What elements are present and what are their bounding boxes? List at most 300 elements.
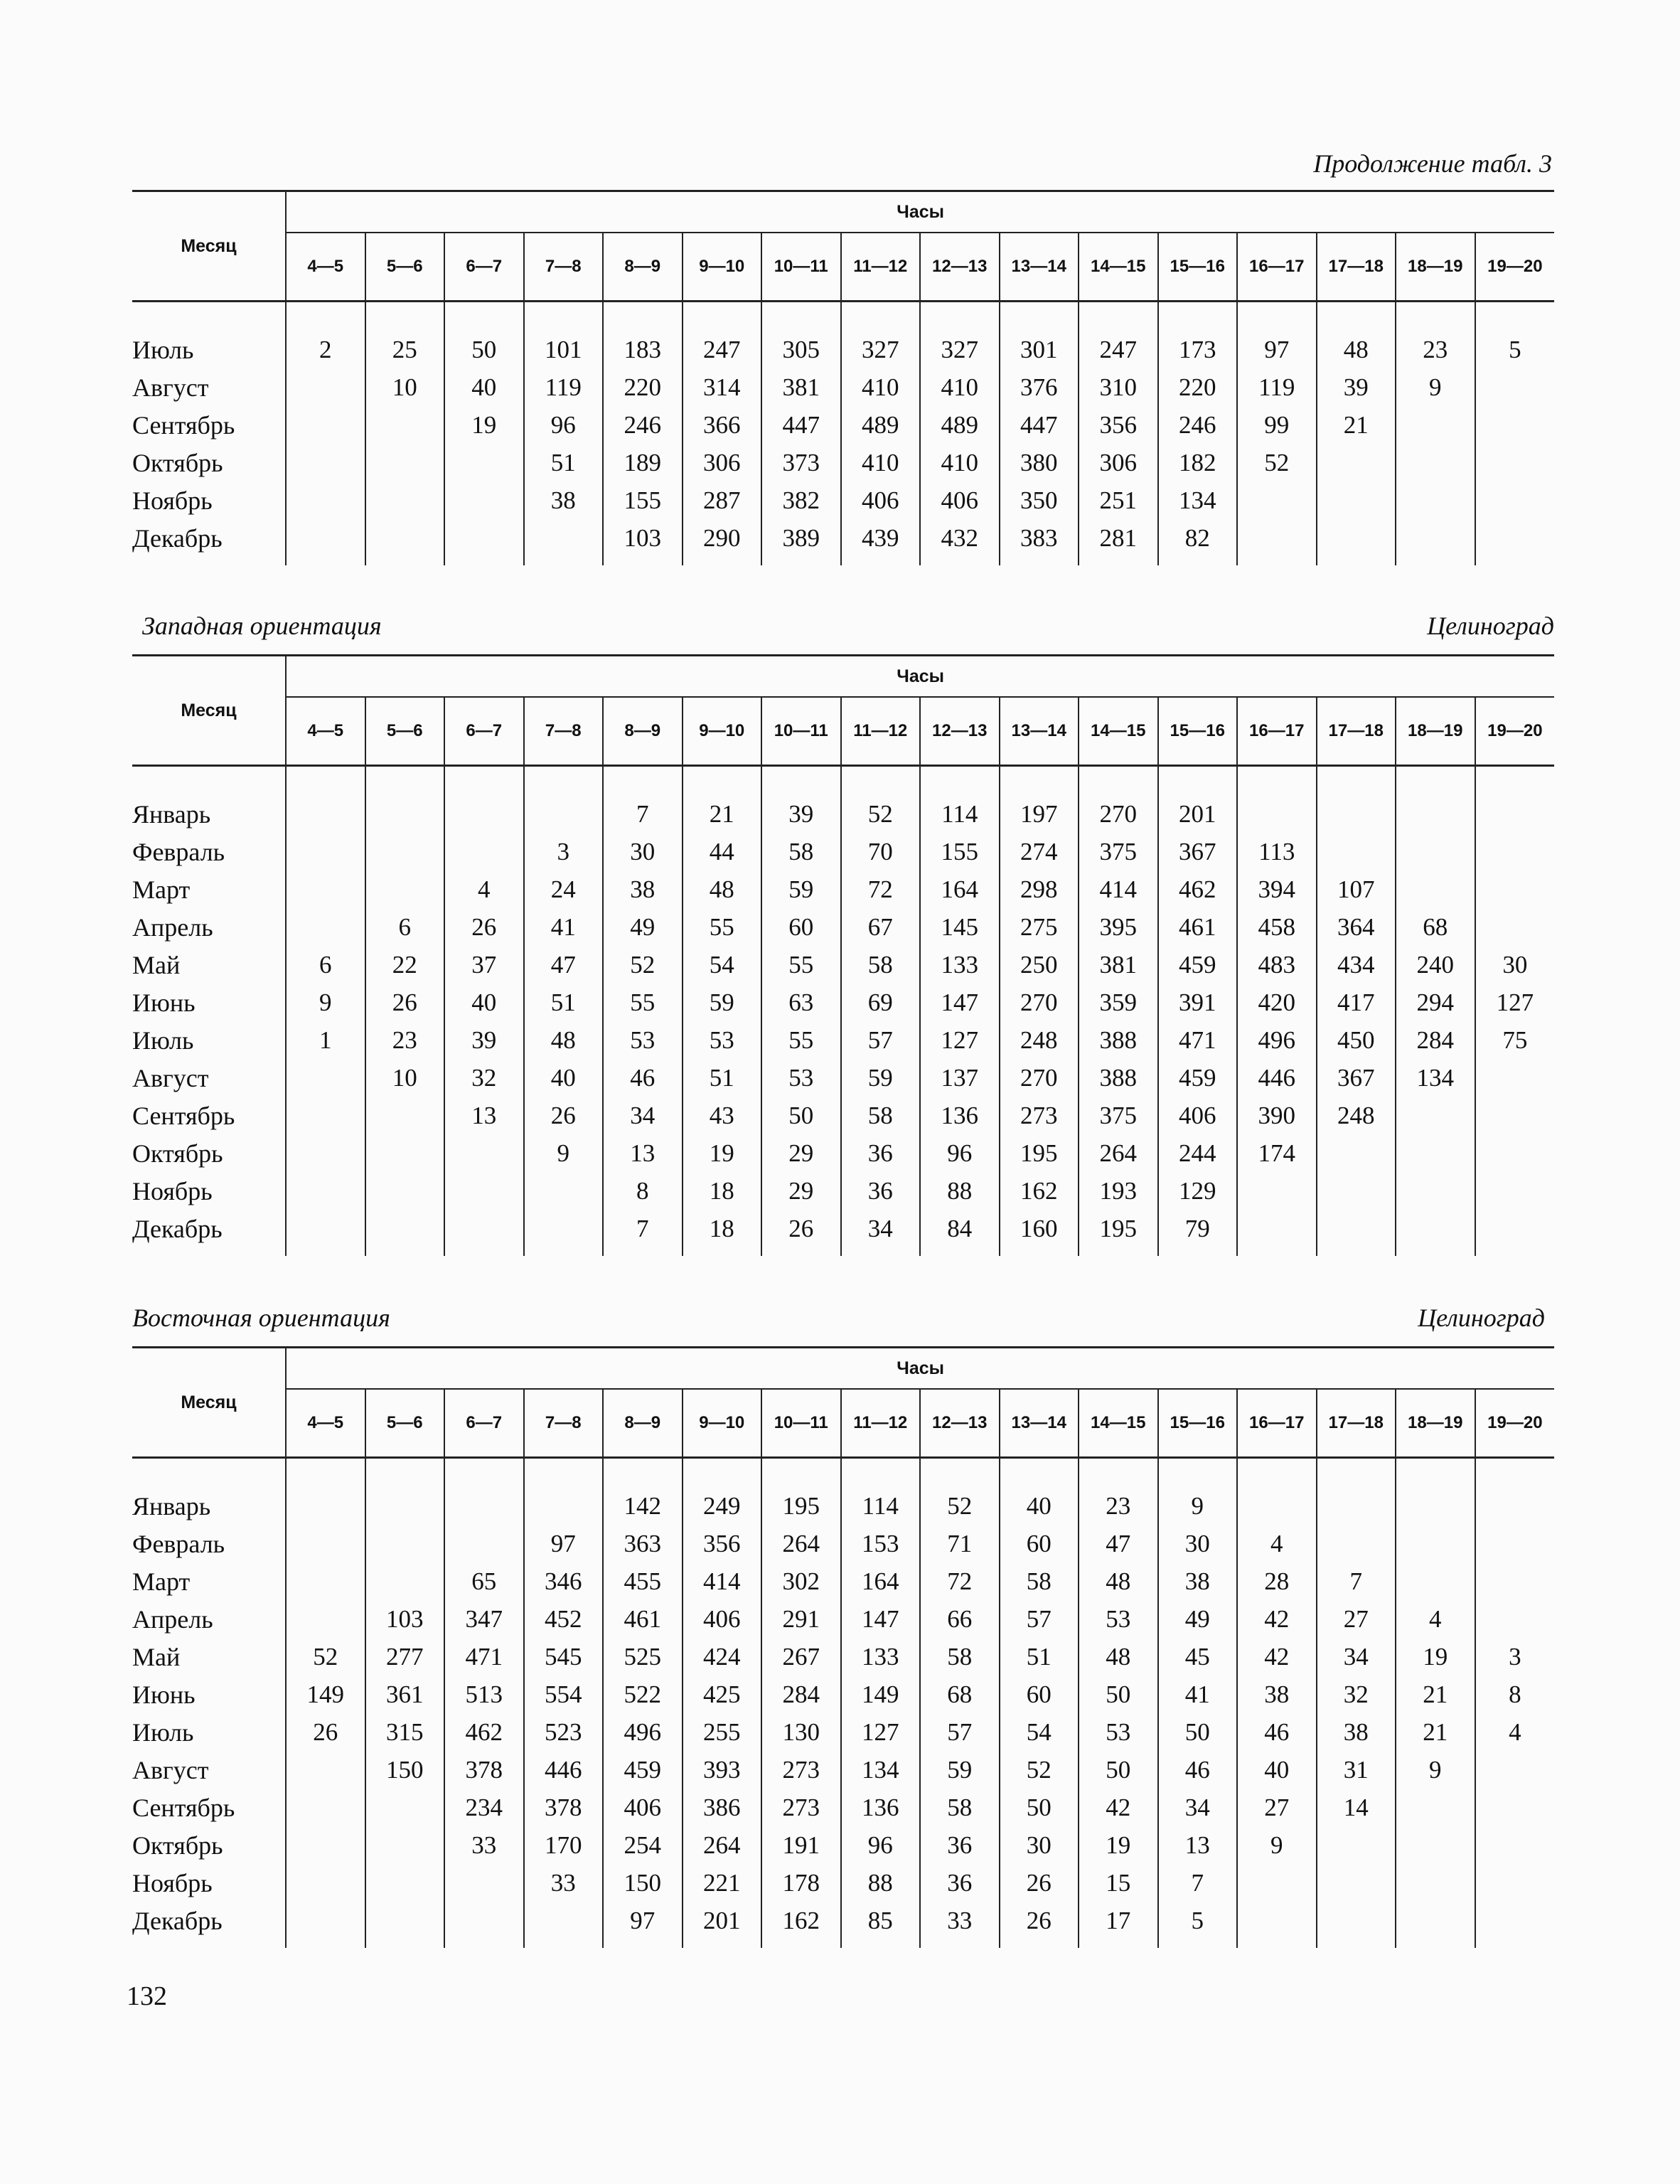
hour-column-header: 4—5 bbox=[286, 697, 365, 766]
hour-column-header: 13—14 bbox=[1000, 1389, 1079, 1458]
table-cell: 447 bbox=[1000, 406, 1079, 444]
table-cell: 496 bbox=[1237, 1021, 1317, 1059]
hours-header: Часы bbox=[286, 191, 1554, 233]
table-cell: 366 bbox=[683, 406, 762, 444]
table-cell: 406 bbox=[841, 481, 921, 519]
table-cell: 9 bbox=[524, 1134, 604, 1172]
table-cell: 195 bbox=[761, 1487, 841, 1525]
month-name: Август bbox=[132, 368, 286, 406]
table-cell: 53 bbox=[683, 1021, 762, 1059]
hours-header: Часы bbox=[286, 656, 1554, 698]
table-cell: 57 bbox=[920, 1713, 1000, 1751]
hour-column-header: 9—10 bbox=[683, 1389, 762, 1458]
table-cell bbox=[1475, 1134, 1555, 1172]
table-cell: 27 bbox=[1317, 1600, 1396, 1638]
table-cell: 394 bbox=[1237, 870, 1317, 908]
table-cell: 21 bbox=[1396, 1713, 1475, 1751]
table-cell: 46 bbox=[1158, 1751, 1238, 1789]
hour-column-header: 18—19 bbox=[1396, 697, 1475, 766]
table-cell: 367 bbox=[1158, 833, 1238, 870]
hour-column-header: 7—8 bbox=[524, 1389, 604, 1458]
hour-column-header: 5—6 bbox=[365, 697, 445, 766]
hour-column-header: 4—5 bbox=[286, 233, 365, 302]
month-name: Февраль bbox=[132, 833, 286, 870]
table-cell: 327 bbox=[920, 331, 1000, 368]
table-cell: 48 bbox=[1317, 331, 1396, 368]
hour-column-header: 11—12 bbox=[841, 233, 921, 302]
table-cell: 525 bbox=[603, 1638, 683, 1676]
table-cell: 13 bbox=[444, 1097, 524, 1134]
table-cell: 19 bbox=[1079, 1826, 1158, 1864]
table-cell bbox=[444, 1864, 524, 1902]
table-cell: 113 bbox=[1237, 833, 1317, 870]
table-cell: 69 bbox=[841, 984, 921, 1021]
table-cell: 367 bbox=[1317, 1059, 1396, 1097]
table-cell: 34 bbox=[841, 1210, 921, 1256]
table-cell: 545 bbox=[524, 1638, 604, 1676]
table-cell: 59 bbox=[920, 1751, 1000, 1789]
table-cell bbox=[286, 1210, 365, 1256]
table-cell: 306 bbox=[1079, 444, 1158, 481]
table-cell: 68 bbox=[920, 1676, 1000, 1713]
table-cell: 52 bbox=[841, 795, 921, 833]
table-cell: 58 bbox=[841, 1097, 921, 1134]
table-cell: 1 bbox=[286, 1021, 365, 1059]
table-cell bbox=[1475, 1826, 1555, 1864]
table-cell: 170 bbox=[524, 1826, 604, 1864]
table-cell: 459 bbox=[603, 1751, 683, 1789]
table-cell bbox=[1317, 444, 1396, 481]
table-cell: 270 bbox=[1079, 795, 1158, 833]
table-cell bbox=[1475, 1097, 1555, 1134]
table-cell: 26 bbox=[1000, 1902, 1079, 1948]
table-cell: 40 bbox=[444, 368, 524, 406]
table-cell: 4 bbox=[1237, 1525, 1317, 1562]
hour-column-header: 6—7 bbox=[444, 233, 524, 302]
table-cell: 410 bbox=[841, 444, 921, 481]
table-cell: 46 bbox=[1237, 1713, 1317, 1751]
month-name: Январь bbox=[132, 795, 286, 833]
table-cell: 248 bbox=[1317, 1097, 1396, 1134]
table-cell bbox=[444, 795, 524, 833]
month-name: Декабрь bbox=[132, 1210, 286, 1256]
table-row bbox=[132, 1562, 1554, 1600]
table-cell: 249 bbox=[683, 1487, 762, 1525]
table-cell bbox=[286, 1902, 365, 1948]
table-cell bbox=[444, 1902, 524, 1948]
hour-column-header: 15—16 bbox=[1158, 697, 1238, 766]
table-cell: 60 bbox=[1000, 1676, 1079, 1713]
table-cell bbox=[1475, 406, 1555, 444]
table-cell: 51 bbox=[524, 984, 604, 1021]
table-cell bbox=[286, 1751, 365, 1789]
month-name: Декабрь bbox=[132, 519, 286, 565]
hour-column-header: 8—9 bbox=[603, 1389, 683, 1458]
month-name: Сентябрь bbox=[132, 1097, 286, 1134]
table-cell: 439 bbox=[841, 519, 921, 565]
hour-column-header: 6—7 bbox=[444, 697, 524, 766]
table-cell: 147 bbox=[841, 1600, 921, 1638]
table-cell bbox=[1475, 1600, 1555, 1638]
table-cell: 9 bbox=[1237, 1826, 1317, 1864]
table-cell: 48 bbox=[1079, 1562, 1158, 1600]
table-row bbox=[132, 795, 1554, 833]
table-cell: 47 bbox=[1079, 1525, 1158, 1562]
hour-column-header: 13—14 bbox=[1000, 233, 1079, 302]
section-title-east: Восточная ориентация bbox=[132, 1304, 390, 1332]
table-cell: 79 bbox=[1158, 1210, 1238, 1256]
table-cell bbox=[1396, 1134, 1475, 1172]
table-cell: 290 bbox=[683, 519, 762, 565]
table-cell: 32 bbox=[444, 1059, 524, 1097]
table-cell: 136 bbox=[920, 1097, 1000, 1134]
hour-column-header: 4—5 bbox=[286, 1389, 365, 1458]
table-cell: 57 bbox=[841, 1021, 921, 1059]
page-number: 132 bbox=[127, 1981, 167, 2011]
table-cell: 406 bbox=[1158, 1097, 1238, 1134]
table-cell: 133 bbox=[841, 1638, 921, 1676]
table-row bbox=[132, 1172, 1554, 1210]
table-cell bbox=[1396, 1487, 1475, 1525]
table-cell: 247 bbox=[1079, 331, 1158, 368]
table-cell: 145 bbox=[920, 908, 1000, 946]
table-cell: 130 bbox=[761, 1713, 841, 1751]
table-cell: 46 bbox=[603, 1059, 683, 1097]
month-name: Ноябрь bbox=[132, 1172, 286, 1210]
table-cell bbox=[524, 1902, 604, 1948]
table-cell: 39 bbox=[761, 795, 841, 833]
table-cell: 134 bbox=[1158, 481, 1238, 519]
table-cell bbox=[1396, 1562, 1475, 1600]
month-name: Август bbox=[132, 1751, 286, 1789]
table-cell: 59 bbox=[761, 870, 841, 908]
table-cell: 127 bbox=[920, 1021, 1000, 1059]
table-cell: 364 bbox=[1317, 908, 1396, 946]
table-cell: 72 bbox=[841, 870, 921, 908]
table-cell: 36 bbox=[920, 1864, 1000, 1902]
month-name: Сентябрь bbox=[132, 406, 286, 444]
table-cell bbox=[1475, 444, 1555, 481]
table-cell bbox=[365, 870, 445, 908]
table-cell: 155 bbox=[920, 833, 1000, 870]
table-cell: 9 bbox=[1396, 368, 1475, 406]
table-cell: 3 bbox=[524, 833, 604, 870]
table-cell bbox=[1396, 444, 1475, 481]
hour-column-header: 12—13 bbox=[920, 1389, 1000, 1458]
table-cell: 173 bbox=[1158, 331, 1238, 368]
table-cell: 65 bbox=[444, 1562, 524, 1600]
table-cell: 119 bbox=[524, 368, 604, 406]
table-cell: 33 bbox=[920, 1902, 1000, 1948]
table-cell: 127 bbox=[1496, 988, 1534, 1016]
hour-column-header: 13—14 bbox=[1000, 697, 1079, 766]
table-cell bbox=[365, 795, 445, 833]
table-cell: 33 bbox=[444, 1826, 524, 1864]
table-cell: 234 bbox=[444, 1789, 524, 1826]
hour-column-header: 5—6 bbox=[365, 1389, 445, 1458]
city-label-east: Целиноград bbox=[1418, 1304, 1545, 1332]
hour-column-header: 12—13 bbox=[920, 697, 1000, 766]
table-cell: 284 bbox=[761, 1676, 841, 1713]
table-cell: 383 bbox=[1000, 519, 1079, 565]
table-cell: 53 bbox=[761, 1059, 841, 1097]
table-cell: 264 bbox=[1079, 1134, 1158, 1172]
table-cell bbox=[1475, 1172, 1555, 1210]
table-cell bbox=[1475, 1562, 1555, 1600]
table-cell bbox=[1317, 1172, 1396, 1210]
table-cell: 23 bbox=[365, 1021, 445, 1059]
table-cell: 8 bbox=[603, 1172, 683, 1210]
table-cell: 31 bbox=[1317, 1751, 1396, 1789]
table-cell: 220 bbox=[603, 368, 683, 406]
table-cell: 406 bbox=[683, 1600, 762, 1638]
table-cell: 26 bbox=[1000, 1864, 1079, 1902]
table-cell: 347 bbox=[444, 1600, 524, 1638]
table-cell: 149 bbox=[286, 1676, 365, 1713]
table-cell bbox=[286, 1134, 365, 1172]
hour-column-header: 9—10 bbox=[683, 697, 762, 766]
table-cell bbox=[1475, 1751, 1555, 1789]
table-cell: 197 bbox=[1000, 795, 1079, 833]
hour-column-header: 16—17 bbox=[1237, 697, 1317, 766]
data-table bbox=[132, 190, 1554, 565]
table-cell bbox=[444, 444, 524, 481]
table-cell: 458 bbox=[1237, 908, 1317, 946]
table-cell: 10 bbox=[365, 368, 445, 406]
table-cell: 287 bbox=[683, 481, 762, 519]
hour-column-header: 9—10 bbox=[683, 233, 762, 302]
table-cell bbox=[1475, 1525, 1555, 1562]
table-cell: 97 bbox=[1237, 331, 1317, 368]
table-cell: 23 bbox=[1396, 331, 1475, 368]
table-cell bbox=[1396, 1172, 1475, 1210]
hour-column-header: 16—17 bbox=[1237, 233, 1317, 302]
table-cell: 6 bbox=[365, 908, 445, 946]
table-cell bbox=[286, 833, 365, 870]
table-cell: 273 bbox=[761, 1751, 841, 1789]
table-cell: 425 bbox=[683, 1676, 762, 1713]
table-cell: 36 bbox=[841, 1134, 921, 1172]
table-cell: 55 bbox=[603, 984, 683, 1021]
table-cell: 150 bbox=[603, 1864, 683, 1902]
table-cell: 49 bbox=[603, 908, 683, 946]
table-cell: 70 bbox=[841, 833, 921, 870]
table-cell: 55 bbox=[683, 908, 762, 946]
table-cell: 3 bbox=[1509, 1642, 1521, 1671]
table-row bbox=[132, 331, 1554, 368]
table-cell: 15 bbox=[1079, 1864, 1158, 1902]
table-block-2 bbox=[132, 654, 1554, 1256]
table-cell: 359 bbox=[1079, 984, 1158, 1021]
table-cell bbox=[365, 1134, 445, 1172]
table-cell: 281 bbox=[1079, 519, 1158, 565]
table-cell: 434 bbox=[1317, 946, 1396, 984]
table-cell: 82 bbox=[1158, 519, 1238, 565]
table-cell: 57 bbox=[1000, 1600, 1079, 1638]
table-cell: 150 bbox=[365, 1751, 445, 1789]
table-cell bbox=[1396, 1826, 1475, 1864]
table-row bbox=[132, 984, 1554, 1021]
table-cell bbox=[1475, 870, 1555, 908]
table-cell bbox=[365, 1172, 445, 1210]
table-cell: 48 bbox=[524, 1021, 604, 1059]
table-cell bbox=[444, 833, 524, 870]
table-cell: 346 bbox=[524, 1562, 604, 1600]
table-cell: 103 bbox=[603, 519, 683, 565]
table-row bbox=[132, 946, 1554, 984]
table-cell: 39 bbox=[1317, 368, 1396, 406]
table-cell: 327 bbox=[841, 331, 921, 368]
table-cell bbox=[286, 519, 365, 565]
table-cell bbox=[1396, 406, 1475, 444]
table-cell: 291 bbox=[761, 1600, 841, 1638]
table-row bbox=[132, 519, 1554, 565]
table-cell: 447 bbox=[761, 406, 841, 444]
table-cell bbox=[1317, 1487, 1396, 1525]
table-cell: 97 bbox=[603, 1902, 683, 1948]
table-cell: 246 bbox=[1158, 406, 1238, 444]
table-cell bbox=[444, 1210, 524, 1256]
table-cell: 99 bbox=[1237, 406, 1317, 444]
month-column-header: Месяц bbox=[132, 1348, 286, 1458]
table-cell: 395 bbox=[1079, 908, 1158, 946]
table-cell bbox=[286, 368, 365, 406]
table-cell: 59 bbox=[841, 1059, 921, 1097]
table-row bbox=[132, 1751, 1554, 1789]
table-cell: 446 bbox=[1237, 1059, 1317, 1097]
table-cell: 41 bbox=[524, 908, 604, 946]
table-cell: 391 bbox=[1158, 984, 1238, 1021]
table-cell bbox=[365, 833, 445, 870]
hour-column-header: 17—18 bbox=[1317, 697, 1396, 766]
table-cell bbox=[365, 1210, 445, 1256]
table-cell: 55 bbox=[761, 946, 841, 984]
table-cell: 54 bbox=[1000, 1713, 1079, 1751]
hour-column-header: 14—15 bbox=[1079, 1389, 1158, 1458]
table-cell: 522 bbox=[603, 1676, 683, 1713]
table-cell: 273 bbox=[761, 1789, 841, 1826]
table-cell: 26 bbox=[365, 984, 445, 1021]
table-cell bbox=[286, 1172, 365, 1210]
table-cell: 41 bbox=[1158, 1676, 1238, 1713]
table-cell: 221 bbox=[683, 1864, 762, 1902]
table-cell bbox=[1237, 519, 1317, 565]
table-cell: 489 bbox=[841, 406, 921, 444]
table-cell: 9 bbox=[286, 984, 365, 1021]
month-name: Август bbox=[132, 1059, 286, 1097]
table-cell: 406 bbox=[920, 481, 1000, 519]
table-cell: 38 bbox=[1317, 1713, 1396, 1751]
table-cell: 58 bbox=[920, 1638, 1000, 1676]
hour-column-header: 7—8 bbox=[524, 233, 604, 302]
table-cell bbox=[1396, 1789, 1475, 1826]
hours-header: Часы bbox=[286, 1348, 1554, 1390]
hour-column-header: 10—11 bbox=[761, 1389, 841, 1458]
table-cell bbox=[1396, 795, 1475, 833]
table-cell: 19 bbox=[444, 406, 524, 444]
table-cell bbox=[1237, 1902, 1317, 1948]
table-cell: 461 bbox=[1158, 908, 1238, 946]
table-cell: 48 bbox=[683, 870, 762, 908]
table-cell bbox=[365, 1097, 445, 1134]
table-cell bbox=[365, 406, 445, 444]
table-cell bbox=[286, 1097, 365, 1134]
table-cell: 42 bbox=[1079, 1789, 1158, 1826]
table-cell: 19 bbox=[1396, 1638, 1475, 1676]
month-name: Март bbox=[132, 1562, 286, 1600]
table-cell: 21 bbox=[1317, 406, 1396, 444]
table-cell: 52 bbox=[603, 946, 683, 984]
table-cell bbox=[365, 1525, 445, 1562]
table-row bbox=[132, 1021, 1554, 1059]
table-cell: 19 bbox=[683, 1134, 762, 1172]
table-cell: 191 bbox=[761, 1826, 841, 1864]
table-cell: 47 bbox=[524, 946, 604, 984]
table-cell: 2 bbox=[286, 331, 365, 368]
table-cell: 30 bbox=[603, 833, 683, 870]
table-cell bbox=[1475, 1789, 1555, 1826]
month-name: Ноябрь bbox=[132, 481, 286, 519]
table-cell bbox=[1317, 833, 1396, 870]
table-cell: 50 bbox=[1079, 1751, 1158, 1789]
table-cell: 255 bbox=[683, 1713, 762, 1751]
table-cell: 201 bbox=[683, 1902, 762, 1948]
table-cell bbox=[1475, 1902, 1555, 1948]
table-cell: 26 bbox=[524, 1097, 604, 1134]
table-cell: 33 bbox=[524, 1864, 604, 1902]
table-cell bbox=[1396, 1097, 1475, 1134]
table-row bbox=[132, 1713, 1554, 1751]
table-cell: 459 bbox=[1158, 1059, 1238, 1097]
table-cell: 254 bbox=[603, 1826, 683, 1864]
month-name: Декабрь bbox=[132, 1902, 286, 1948]
table-cell: 388 bbox=[1079, 1021, 1158, 1059]
table-cell: 162 bbox=[1000, 1172, 1079, 1210]
table-cell bbox=[1475, 368, 1555, 406]
table-cell bbox=[365, 1562, 445, 1600]
table-cell: 44 bbox=[683, 833, 762, 870]
table-row bbox=[132, 1134, 1554, 1172]
table-cell: 4 bbox=[444, 870, 524, 908]
table-cell: 6 bbox=[286, 946, 365, 984]
table-cell: 356 bbox=[683, 1525, 762, 1562]
table-cell: 554 bbox=[524, 1676, 604, 1713]
hour-column-header: 18—19 bbox=[1396, 233, 1475, 302]
table-cell: 38 bbox=[1158, 1562, 1238, 1600]
table-cell: 63 bbox=[761, 984, 841, 1021]
table-cell: 149 bbox=[841, 1676, 921, 1713]
table-cell: 7 bbox=[603, 1210, 683, 1256]
table-cell: 53 bbox=[1079, 1713, 1158, 1751]
table-cell: 88 bbox=[841, 1864, 921, 1902]
table-cell bbox=[524, 1210, 604, 1256]
table-cell: 462 bbox=[444, 1713, 524, 1751]
table-cell bbox=[1317, 1134, 1396, 1172]
table-cell bbox=[1475, 481, 1555, 519]
table-cell: 513 bbox=[444, 1676, 524, 1713]
table-cell: 302 bbox=[761, 1562, 841, 1600]
table-cell: 270 bbox=[1000, 984, 1079, 1021]
table-cell: 246 bbox=[603, 406, 683, 444]
hour-column-header: 10—11 bbox=[761, 697, 841, 766]
table-cell bbox=[365, 1902, 445, 1948]
table-row bbox=[132, 1638, 1554, 1676]
table-cell: 275 bbox=[1000, 908, 1079, 946]
table-cell: 52 bbox=[1000, 1751, 1079, 1789]
table-cell bbox=[444, 519, 524, 565]
table-block-1 bbox=[132, 190, 1554, 565]
table-cell: 356 bbox=[1079, 406, 1158, 444]
